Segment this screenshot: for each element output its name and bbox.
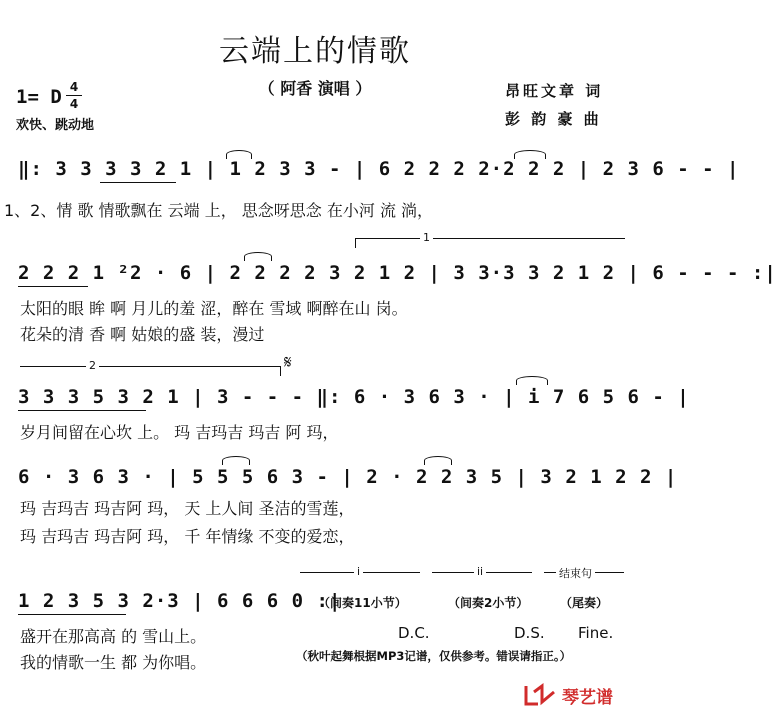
song-title: 云端上的情歌 bbox=[219, 34, 411, 69]
tie bbox=[516, 376, 548, 385]
underline bbox=[100, 182, 176, 183]
lyric-row-2a: 太阳的眼 眸 啊 月儿的羞 涩，醉在 雪域 啊醉在山 岗。 bbox=[20, 299, 408, 318]
tie bbox=[222, 456, 250, 465]
lyric-row-4a: 玛 吉玛吉 玛吉阿 玛， 天 上人间 圣洁的雪莲， bbox=[20, 499, 355, 518]
volta-bracket-1-end bbox=[355, 238, 356, 248]
notation-row-5: 1 2 3 5 3 2·3 | 6 6 6 0 :| bbox=[18, 590, 342, 612]
interlude-box-2: （间奏2小节） bbox=[448, 596, 529, 610]
interlude-box-1: （间奏11小节） bbox=[318, 596, 407, 610]
singer-line: （ 阿香 演唱 ） bbox=[258, 79, 372, 98]
underline bbox=[18, 614, 126, 615]
lyric-row-2b: 花朵的清 香 啊 姑娘的盛 装，漫过 bbox=[20, 325, 265, 344]
notation-row-1: ‖: 3 3 3 3 2 1 | 1 2 3 3 - | 6 2 2 2 2·2 2 2 | 2 3 6 - - | bbox=[18, 158, 740, 180]
composer-credit: 彭 韵 豪 曲 bbox=[505, 110, 602, 128]
outro-box: （尾奏） bbox=[560, 596, 609, 610]
notation-row-4: 6 · 3 6 3 · | 5 5 5 6 3 - | 2 · 2 2 3 5 | 3 2 1 2 2 | bbox=[18, 466, 678, 488]
notation-row-3: 3 3 3 5 3 2 1 | 3 - - - ‖: 6 · 3 6 3 · | i 7 6 5 6 - | bbox=[18, 386, 690, 408]
meter-bottom: 4 bbox=[69, 97, 79, 111]
tie bbox=[244, 252, 272, 261]
underline bbox=[18, 410, 146, 411]
tie bbox=[424, 456, 452, 465]
lyric-row-4b: 玛 吉玛吉 玛吉阿 玛， 千 年情缘 不变的爱恋， bbox=[20, 527, 355, 546]
volta-bracket-1 bbox=[355, 238, 625, 239]
notation-row-2: 2 2 2 1 ²2 · 6 | 2 2 2 2 3 2 1 2 | 3 3·3 3 2 1 2 | 6 - - - :| bbox=[18, 262, 777, 284]
volta-1-label: 1 bbox=[420, 231, 433, 244]
underline bbox=[18, 286, 88, 287]
key-signature: 1= D bbox=[16, 86, 62, 108]
logo-icon bbox=[524, 682, 558, 712]
meter-divider bbox=[66, 95, 82, 96]
lyric-row-5a: 盛开在那高高 的 雪山上。 bbox=[20, 627, 207, 646]
lyric-row-1: 1、2、情 歌 情歌飘在 云端 上， 思念呀思念 在小河 流 淌， bbox=[4, 201, 434, 220]
lyric-row-3: 岁月间留在心坎 上。 玛 吉玛吉 玛吉 阿 玛， bbox=[20, 423, 339, 442]
ds-mark: D.S. bbox=[514, 624, 545, 642]
logo-text: 琴艺谱 bbox=[562, 688, 613, 708]
ending-label-i: i bbox=[354, 565, 363, 578]
footnote: （秋叶起舞根据MP3记谱，仅供参考。错误请指正。） bbox=[296, 649, 572, 663]
volta-2-label: 2 bbox=[86, 359, 99, 372]
volta-bracket-2-end bbox=[280, 366, 281, 376]
lyricist-credit: 昂旺文章 词 bbox=[505, 82, 604, 100]
lyric-row-5b: 我的情歌一生 都 为你唱。 bbox=[20, 653, 207, 672]
time-signature bbox=[66, 80, 82, 111]
tie bbox=[226, 150, 252, 159]
dc-mark: D.C. bbox=[398, 624, 430, 642]
segno-icon: 𝄋 bbox=[284, 352, 292, 373]
ending-label-iii: 结束句 bbox=[556, 565, 595, 581]
tempo-marking: 欢快、跳动地 bbox=[16, 118, 95, 133]
tie bbox=[514, 150, 546, 159]
meter-top: 4 bbox=[69, 80, 79, 94]
volta-bracket-2 bbox=[20, 366, 280, 367]
fine-mark: Fine. bbox=[578, 624, 614, 642]
ending-label-ii: ii bbox=[474, 565, 486, 578]
